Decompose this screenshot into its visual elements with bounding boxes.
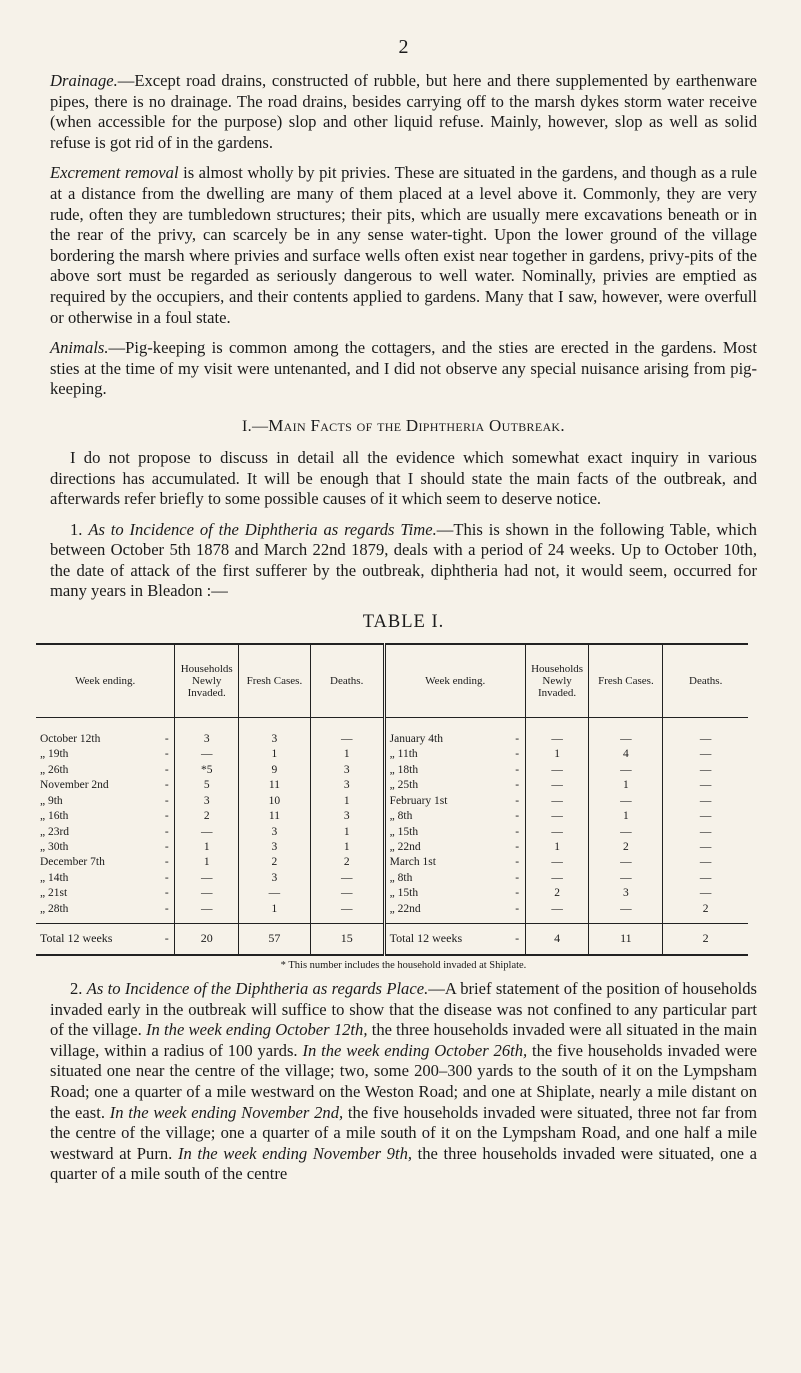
section-heading <box>50 416 757 436</box>
section-title: Main Facts of the Diphtheria Outbreak. <box>268 415 565 435</box>
point-text: —This is shown in the following Table, which between October 5th 1878 and March 22nd 1879, deals with a period of 24 weeks. Up to October 10th, the date of attack of the first sufferer by the outbreak, diphtheria had not, it would seem, occurred for many years in Bleadon :— <box>50 519 757 601</box>
cell-dash: - <box>515 856 520 869</box>
cell-week: „ 28th <box>40 902 69 915</box>
cell-fresh-cases: 3 <box>239 840 311 855</box>
paragraph-text: —Except road drains, constructed of rubble, but here and there supplemented by earthenware pipes, there is no drainage. The road drains, besides carrying off to the marsh dykes storm water receive (when accessible for the purpose) slop and other liquid refuse. Mainly, however, slop as well as solid refuse is got rid of in the gardens. <box>50 71 757 152</box>
cell-fresh-cases: 11 <box>239 778 311 793</box>
cell-households: — <box>525 855 589 870</box>
cell-dash: - <box>515 840 520 853</box>
cell-fresh-cases: 2 <box>239 855 311 870</box>
paragraph-lead: Excrement removal <box>50 163 179 183</box>
table-total-row <box>36 923 748 955</box>
point-emphasis: In the week ending November 2nd, <box>109 1102 344 1122</box>
cell-deaths: — <box>663 778 748 793</box>
cell-fresh-cases: 1 <box>239 747 311 762</box>
cell-week: „ 16th <box>40 810 69 823</box>
cell-fresh-cases: — <box>589 763 663 778</box>
cell-deaths: 2 <box>663 902 748 924</box>
intro-paragraph: I do not propose to discuss in detail all the evidence which somewhat exact inquiry in various directions has accumulated. It will be enough that I should state the main facts of the outbreak, and afterwards refer briefly to some possible causes of it which seem to deserve notice. <box>50 447 757 509</box>
cell-fresh-cases: 2 <box>589 840 663 855</box>
table-row <box>36 809 748 824</box>
cell-week: October 12th <box>40 733 101 746</box>
cell-dash: - <box>164 733 169 746</box>
col-header-week: Week ending. <box>384 644 525 718</box>
cell-week: March 1st <box>384 855 509 870</box>
cell-households: — <box>525 871 589 886</box>
cell-dash: - <box>515 810 520 823</box>
table-row <box>36 718 748 748</box>
cell-week: „ 23rd <box>40 825 70 838</box>
cell-households: — <box>525 794 589 809</box>
cell-fresh-cases: — <box>589 902 663 924</box>
cell-deaths: 1 <box>310 794 384 809</box>
cell-fresh-cases: 3 <box>589 886 663 901</box>
cell-fresh-cases: 1 <box>589 778 663 793</box>
total-deaths: 2 <box>663 923 748 955</box>
cell-households: *5 <box>175 763 239 778</box>
cell-deaths: 3 <box>310 809 384 824</box>
cell-week: „ 22nd <box>384 840 509 855</box>
col-header-deaths: Deaths. <box>663 644 748 718</box>
cell-dash: - <box>515 733 520 746</box>
cell-week: „ 14th <box>40 871 69 884</box>
cell-fresh-cases: — <box>239 886 311 901</box>
cell-week: „ 21st <box>40 887 68 900</box>
cell-deaths: — <box>310 718 384 748</box>
point-lead: As to Incidence of the Diphtheria as regards Place. <box>86 978 429 998</box>
cell-households: — <box>175 825 239 840</box>
cell-fresh-cases: — <box>589 794 663 809</box>
table-row <box>36 763 748 778</box>
cell-week: February 1st <box>384 794 509 809</box>
cell-week: „ 8th <box>384 809 509 824</box>
cell-households: 1 <box>175 840 239 855</box>
paragraph-lead: Animals. <box>50 338 109 358</box>
page-number: 2 <box>398 36 409 58</box>
cell-households: 1 <box>525 747 589 762</box>
cell-dash: - <box>164 871 169 884</box>
cell-households: — <box>525 778 589 793</box>
cell-households: 2 <box>525 886 589 901</box>
cell-deaths: — <box>663 747 748 762</box>
total-households: 4 <box>525 923 589 955</box>
cell-fresh-cases: — <box>589 825 663 840</box>
table-row <box>36 825 748 840</box>
cell-week: „ 22nd <box>384 902 509 924</box>
cell-dash: - <box>515 763 520 776</box>
cell-deaths: — <box>310 902 384 924</box>
point-number: 2. <box>70 978 83 998</box>
cell-fresh-cases: 1 <box>589 809 663 824</box>
total-label: Total 12 weeks <box>36 923 159 955</box>
cell-dash: - <box>515 748 520 761</box>
cell-deaths: — <box>310 886 384 901</box>
cell-deaths: — <box>663 840 748 855</box>
cell-fresh-cases: 1 <box>239 902 311 924</box>
total-dash: - <box>510 923 526 955</box>
paragraph-text: —Pig-keeping is common among the cottagers, and the sties are erected in the gardens. Most sties at the time of my visit were untenanted, and I did not observe any special nuisance arising from pig-keeping. <box>50 338 757 399</box>
table-header-row <box>36 644 748 718</box>
cell-households: — <box>525 825 589 840</box>
point-emphasis: In the week ending October 26th, <box>302 1040 528 1060</box>
cell-dash: - <box>164 810 169 823</box>
point-lead: As to Incidence of the Diphtheria as regards Time. <box>88 519 437 539</box>
paragraph-lead: Drainage. <box>50 71 118 90</box>
cell-dash: - <box>164 763 169 776</box>
cell-week: November 2nd <box>40 779 109 792</box>
cell-households: — <box>525 718 589 748</box>
total-fresh-cases: 57 <box>239 923 311 955</box>
cell-deaths: — <box>663 763 748 778</box>
cell-week: „ 26th <box>40 763 69 776</box>
col-header-households: Households Newly Invaded. <box>175 644 239 718</box>
col-header-deaths: Deaths. <box>310 644 384 718</box>
cell-households: 1 <box>175 855 239 870</box>
col-header-week: Week ending. <box>36 644 175 718</box>
table-row <box>36 871 748 886</box>
paragraph-drainage <box>50 71 757 153</box>
table-row <box>36 747 748 762</box>
cell-deaths: — <box>663 825 748 840</box>
total-deaths: 15 <box>310 923 384 955</box>
total-label: Total 12 weeks <box>384 923 509 955</box>
col-header-fresh-cases: Fresh Cases. <box>589 644 663 718</box>
table-row <box>36 840 748 855</box>
cell-deaths: — <box>310 871 384 886</box>
cell-deaths: — <box>663 809 748 824</box>
cell-fresh-cases: 9 <box>239 763 311 778</box>
cell-households: 3 <box>175 718 239 748</box>
point-text: the three households invaded were all situated in the main village, within a radius of 100 yards. <box>50 1020 757 1060</box>
cell-households: — <box>175 902 239 924</box>
total-fresh-cases: 11 <box>589 923 663 955</box>
point-1-paragraph <box>50 520 757 602</box>
cell-deaths: 1 <box>310 840 384 855</box>
col-header-households: Households Newly Invaded. <box>525 644 589 718</box>
cell-dash: - <box>515 871 520 884</box>
cell-week: „ 25th <box>384 778 509 793</box>
cell-dash: - <box>164 840 169 853</box>
cell-week: „ 9th <box>40 794 63 807</box>
cell-deaths: — <box>663 886 748 901</box>
cell-week: „ 8th <box>384 871 509 886</box>
cell-deaths: 2 <box>310 855 384 870</box>
point-emphasis: In the week ending November 9th, <box>177 1143 413 1163</box>
cell-deaths: — <box>663 871 748 886</box>
cell-fresh-cases: 10 <box>239 794 311 809</box>
table-row <box>36 778 748 793</box>
cell-week: „ 11th <box>384 747 509 762</box>
cell-week: „ 15th <box>384 886 509 901</box>
cell-dash: - <box>164 856 169 869</box>
cell-fresh-cases: 4 <box>589 747 663 762</box>
cell-households: — <box>525 902 589 924</box>
cell-deaths: — <box>663 794 748 809</box>
point-text: the three households invaded were situated, one a quarter of a mile south of the centre <box>50 1143 757 1184</box>
paragraph-animals <box>50 338 757 400</box>
cell-deaths: — <box>663 718 748 748</box>
cell-week: „ 18th <box>384 763 509 778</box>
paragraph-text: is almost wholly by pit privies. These are situated in the gardens, and though as a rule at a distance from the dwelling are many of them placed at a level above it. Commonly, they are very rude, often they are tumbledown structures; their pits, which are usually mere excavations beneath or in the rear of the privy, can scarcely be in any sense water-tight. Upon the lower ground of the village bordering the marsh where privies and surface wells often exist near together in gardens, privy-pits of the above sort must be regarded as seriously dangerous to well water. Nominally, privies are emptied as required by the occupiers, and their contents applied to gardens. Many that I saw, however, were overfull or otherwise in a foul state. <box>50 163 757 327</box>
table-title: TABLE I. <box>362 612 445 633</box>
cell-households: 1 <box>525 840 589 855</box>
cell-fresh-cases: 3 <box>239 718 311 748</box>
point-text: the five households invaded were situated one near the centre of the village; two, some 200–300 yards to the south of it on the Lympsham Road; one a quarter of a mile westward on the Weston Road; and one at Shiplate, nearly a mile distant on the east. <box>50 1040 757 1122</box>
paragraph-excrement-removal <box>50 163 757 328</box>
total-dash: - <box>159 923 175 955</box>
incidence-table <box>36 643 748 956</box>
cell-deaths: 1 <box>310 825 384 840</box>
cell-dash: - <box>164 794 169 807</box>
cell-deaths: 3 <box>310 763 384 778</box>
cell-fresh-cases: 11 <box>239 809 311 824</box>
point-emphasis: In the week ending October 12th, <box>146 1020 368 1040</box>
cell-dash: - <box>164 887 169 900</box>
cell-dash: - <box>164 825 169 838</box>
cell-households: — <box>175 886 239 901</box>
cell-deaths: 1 <box>310 747 384 762</box>
cell-deaths: 3 <box>310 778 384 793</box>
section-numeral: I.— <box>242 417 269 435</box>
cell-fresh-cases: — <box>589 871 663 886</box>
cell-households: — <box>525 763 589 778</box>
cell-dash: - <box>515 794 520 807</box>
table-row <box>36 902 748 924</box>
cell-fresh-cases: — <box>589 718 663 748</box>
cell-fresh-cases: 3 <box>239 871 311 886</box>
cell-households: — <box>175 747 239 762</box>
cell-dash: - <box>515 825 520 838</box>
cell-households: 3 <box>175 794 239 809</box>
total-households: 20 <box>175 923 239 955</box>
cell-dash: - <box>515 779 520 792</box>
cell-week: December 7th <box>40 856 105 869</box>
cell-dash: - <box>164 779 169 792</box>
cell-fresh-cases: — <box>589 855 663 870</box>
cell-week: January 4th <box>384 718 509 748</box>
cell-week: „ 19th <box>40 748 69 761</box>
table-row <box>36 855 748 870</box>
point-text: the five households invaded were situated, three not far from the centre of the village; one a quarter of a mile south of it on the Lympsham Road, and one half a mile westward at Purn. <box>50 1102 757 1163</box>
cell-dash: - <box>515 902 520 915</box>
cell-dash: - <box>164 748 169 761</box>
cell-fresh-cases: 3 <box>239 825 311 840</box>
cell-week: „ 30th <box>40 840 69 853</box>
cell-households: — <box>525 809 589 824</box>
table-footnote: * This number includes the household invaded at Shiplate. <box>280 959 527 971</box>
cell-households: 5 <box>175 778 239 793</box>
table-row <box>36 886 748 901</box>
table-row <box>36 794 748 809</box>
cell-households: — <box>175 871 239 886</box>
cell-households: 2 <box>175 809 239 824</box>
col-header-fresh-cases: Fresh Cases. <box>239 644 311 718</box>
point-2-paragraph <box>50 979 757 1185</box>
point-number: 1. <box>70 519 83 539</box>
point-text: —A brief statement of the position of households invaded early in the outbreak will suffice to show that the disease was not confined to any particular part of the village. <box>50 978 757 1040</box>
cell-dash: - <box>164 902 169 915</box>
cell-deaths: — <box>663 855 748 870</box>
cell-dash: - <box>515 887 520 900</box>
cell-week: „ 15th <box>384 825 509 840</box>
